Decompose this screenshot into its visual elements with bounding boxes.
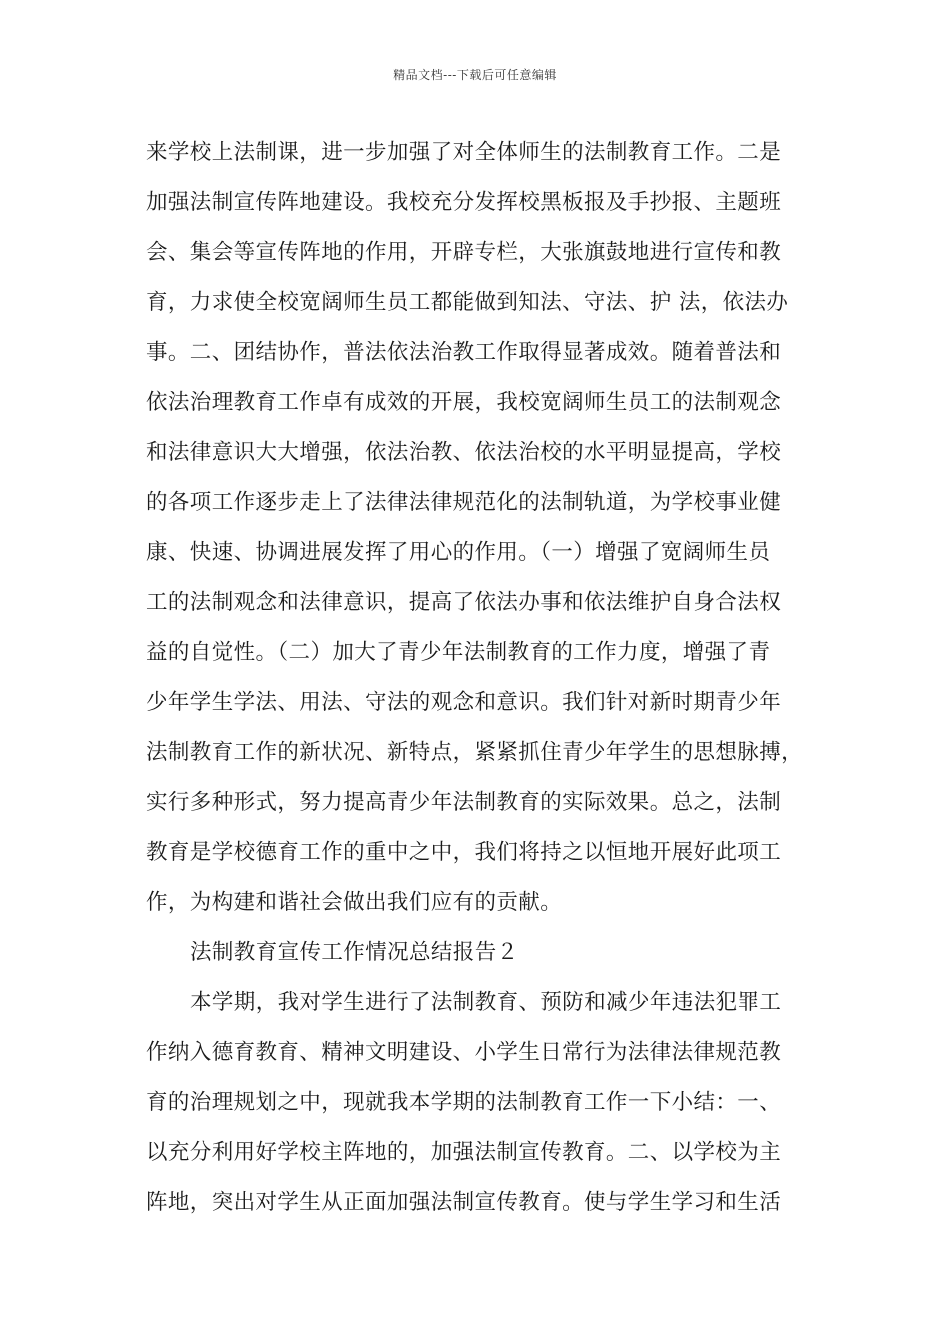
section-heading: 法制教育宣传工作情况总结报告２: [190, 940, 519, 965]
paragraph-line: 康、快速、协调进展发挥了用心的作用。（一）增强了宽阔师生员: [146, 540, 771, 565]
paragraph-line: 作，为构建和谐社会做出我们应有的贡献。: [146, 890, 563, 915]
paragraph-line: 加强法制宣传阵地建设。我校充分发挥校黑板报及手抄报、主题班: [146, 190, 782, 215]
paragraph-line: 法制教育工作的新状况、新特点，紧紧抓住青少年学生的思想脉搏，: [146, 740, 804, 765]
paragraph-line: 事。二、团结协作，普法依法治教工作取得显著成效。随着普法和: [146, 340, 782, 365]
paragraph-line: 教育是学校德育工作的重中之中，我们将持之以恒地开展好此项工: [146, 840, 782, 865]
paragraph-line: 的各项工作逐步走上了法律法律规范化的法制轨道，为学校事业健: [146, 490, 782, 515]
paragraph-line: 育的治理规划之中，现就我本学期的法制教育工作一下小结：一、: [146, 1090, 782, 1115]
paragraph-line: 和法律意识大大增强，依法治教、依法治校的水平明显提高，学校: [146, 440, 782, 465]
paragraph-line: 本学期，我对学生进行了法制教育、预防和减少年违法犯罪工: [190, 990, 782, 1015]
paragraph-line: 益的自觉性。（二）加大了青少年法制教育的工作力度，增强了青: [146, 640, 771, 665]
paragraph-line: 来学校上法制课，进一步加强了对全体师生的法制教育工作。二是: [146, 140, 782, 165]
paragraph-line: 育，力求使全校宽阔师生员工都能做到知法、守法、护 法，依法办: [146, 290, 789, 315]
paragraph-line: 少年学生学法、用法、守法的观念和意识。我们针对新时期青少年: [146, 690, 782, 715]
paragraph-line: 作纳入德育教育、精神文明建设、小学生日常行为法律法律规范教: [146, 1040, 782, 1065]
paragraph-line: 阵地，突出对学生从正面加强法制宣传教育。使与学生学习和生活: [146, 1190, 782, 1215]
paragraph-line: 实行多种形式，努力提高青少年法制教育的实际效果。总之，法制: [146, 790, 782, 815]
paragraph-line: 依法治理教育工作卓有成效的开展，我校宽阔师生员工的法制观念: [146, 390, 782, 415]
paragraph-line: 工的法制观念和法律意识，提高了依法办事和依法维护自身合法权: [146, 590, 782, 615]
document-body: [146, 128, 806, 1228]
paragraph-line: 会、集会等宣传阵地的作用，开辟专栏，大张旗鼓地进行宣传和教: [146, 240, 782, 265]
page-header: 精品文档---下载后可任意编辑: [393, 68, 557, 82]
paragraph-line: 以充分利用好学校主阵地的，加强法制宣传教育。二、以学校为主: [146, 1140, 782, 1165]
